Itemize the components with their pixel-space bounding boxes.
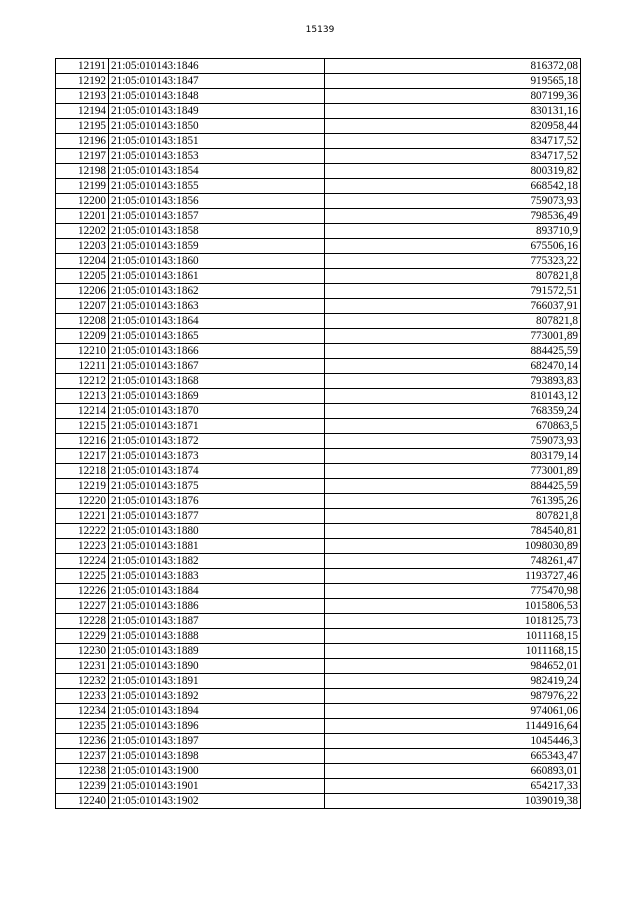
- row-number-cell: 12197: [56, 149, 109, 164]
- value-cell: 1098030,89: [325, 539, 581, 554]
- table-row: [56, 464, 581, 479]
- table-row: [56, 689, 581, 704]
- row-number-cell: 12217: [56, 449, 109, 464]
- table-row: [56, 149, 581, 164]
- value-cell: 984652,01: [325, 659, 581, 674]
- row-number-cell: 12225: [56, 569, 109, 584]
- cadastral-number-cell: 21:05:010143:1851: [109, 134, 325, 149]
- table-row: [56, 434, 581, 449]
- cadastral-number-cell: 21:05:010143:1867: [109, 359, 325, 374]
- cadastral-number-cell: 21:05:010143:1861: [109, 269, 325, 284]
- row-number-cell: 12219: [56, 479, 109, 494]
- value-cell: 775323,22: [325, 254, 581, 269]
- value-cell: 803179,14: [325, 449, 581, 464]
- table-row: [56, 74, 581, 89]
- row-number-cell: 12233: [56, 689, 109, 704]
- row-number-cell: 12194: [56, 104, 109, 119]
- row-number-cell: 12202: [56, 224, 109, 239]
- table-row: [56, 374, 581, 389]
- value-cell: 748261,47: [325, 554, 581, 569]
- row-number-cell: 12222: [56, 524, 109, 539]
- table-row: [56, 734, 581, 749]
- table-row: [56, 89, 581, 104]
- cadastral-number-cell: 21:05:010143:1902: [109, 794, 325, 809]
- table-row: [56, 269, 581, 284]
- table-row: [56, 299, 581, 314]
- cadastral-number-cell: 21:05:010143:1865: [109, 329, 325, 344]
- table-row: [56, 179, 581, 194]
- table-row: [56, 764, 581, 779]
- row-number-cell: 12212: [56, 374, 109, 389]
- value-cell: 834717,52: [325, 134, 581, 149]
- row-number-cell: 12199: [56, 179, 109, 194]
- value-cell: 798536,49: [325, 209, 581, 224]
- cadastral-number-cell: 21:05:010143:1858: [109, 224, 325, 239]
- row-number-cell: 12209: [56, 329, 109, 344]
- cadastral-number-cell: 21:05:010143:1849: [109, 104, 325, 119]
- value-cell: 773001,89: [325, 329, 581, 344]
- table-row: [56, 644, 581, 659]
- cadastral-number-cell: 21:05:010143:1855: [109, 179, 325, 194]
- cadastral-number-cell: 21:05:010143:1888: [109, 629, 325, 644]
- table-row: [56, 239, 581, 254]
- row-number-cell: 12220: [56, 494, 109, 509]
- value-cell: 830131,16: [325, 104, 581, 119]
- table-body: [56, 59, 581, 809]
- page-number: 15139: [305, 25, 335, 35]
- cadastral-number-cell: 21:05:010143:1900: [109, 764, 325, 779]
- cadastral-number-cell: 21:05:010143:1881: [109, 539, 325, 554]
- value-cell: 1039019,38: [325, 794, 581, 809]
- row-number-cell: 12236: [56, 734, 109, 749]
- row-number-cell: 12200: [56, 194, 109, 209]
- cadastral-number-cell: 21:05:010143:1877: [109, 509, 325, 524]
- cadastral-number-cell: 21:05:010143:1875: [109, 479, 325, 494]
- table-row: [56, 314, 581, 329]
- table-row: [56, 719, 581, 734]
- cadastral-number-cell: 21:05:010143:1859: [109, 239, 325, 254]
- table-row: [56, 494, 581, 509]
- value-cell: 816372,08: [325, 59, 581, 74]
- registry-table: [55, 58, 581, 809]
- cadastral-number-cell: 21:05:010143:1898: [109, 749, 325, 764]
- table-row: [56, 554, 581, 569]
- value-cell: 759073,93: [325, 194, 581, 209]
- cadastral-number-cell: 21:05:010143:1853: [109, 149, 325, 164]
- row-number-cell: 12216: [56, 434, 109, 449]
- cadastral-number-cell: 21:05:010143:1860: [109, 254, 325, 269]
- table-row: [56, 614, 581, 629]
- cadastral-number-cell: 21:05:010143:1880: [109, 524, 325, 539]
- row-number-cell: 12235: [56, 719, 109, 734]
- value-cell: 784540,81: [325, 524, 581, 539]
- table-row: [56, 344, 581, 359]
- row-number-cell: 12191: [56, 59, 109, 74]
- value-cell: 1015806,53: [325, 599, 581, 614]
- cadastral-number-cell: 21:05:010143:1890: [109, 659, 325, 674]
- table-row: [56, 419, 581, 434]
- table-row: [56, 509, 581, 524]
- row-number-cell: 12240: [56, 794, 109, 809]
- row-number-cell: 12198: [56, 164, 109, 179]
- row-number-cell: 12195: [56, 119, 109, 134]
- cadastral-number-cell: 21:05:010143:1882: [109, 554, 325, 569]
- value-cell: 800319,82: [325, 164, 581, 179]
- row-number-cell: 12227: [56, 599, 109, 614]
- value-cell: 654217,33: [325, 779, 581, 794]
- value-cell: 884425,59: [325, 479, 581, 494]
- value-cell: 759073,93: [325, 434, 581, 449]
- row-number-cell: 12234: [56, 704, 109, 719]
- row-number-cell: 12224: [56, 554, 109, 569]
- table-row: [56, 674, 581, 689]
- value-cell: 665343,47: [325, 749, 581, 764]
- cadastral-number-cell: 21:05:010143:1856: [109, 194, 325, 209]
- row-number-cell: 12239: [56, 779, 109, 794]
- table-row: [56, 134, 581, 149]
- value-cell: 884425,59: [325, 344, 581, 359]
- value-cell: 1144916,64: [325, 719, 581, 734]
- cadastral-number-cell: 21:05:010143:1876: [109, 494, 325, 509]
- value-cell: 807821,8: [325, 509, 581, 524]
- table-row: [56, 254, 581, 269]
- table-row: [56, 749, 581, 764]
- cadastral-number-cell: 21:05:010143:1862: [109, 284, 325, 299]
- table-row: [56, 524, 581, 539]
- cadastral-number-cell: 21:05:010143:1894: [109, 704, 325, 719]
- cadastral-number-cell: 21:05:010143:1850: [109, 119, 325, 134]
- table-row: [56, 119, 581, 134]
- row-number-cell: 12203: [56, 239, 109, 254]
- row-number-cell: 12208: [56, 314, 109, 329]
- row-number-cell: 12192: [56, 74, 109, 89]
- cadastral-number-cell: 21:05:010143:1846: [109, 59, 325, 74]
- table-row: [56, 194, 581, 209]
- table-row: [56, 794, 581, 809]
- row-number-cell: 12196: [56, 134, 109, 149]
- table-row: [56, 479, 581, 494]
- cadastral-number-cell: 21:05:010143:1864: [109, 314, 325, 329]
- cadastral-number-cell: 21:05:010143:1848: [109, 89, 325, 104]
- cadastral-number-cell: 21:05:010143:1891: [109, 674, 325, 689]
- cadastral-number-cell: 21:05:010143:1857: [109, 209, 325, 224]
- row-number-cell: 12193: [56, 89, 109, 104]
- table-row: [56, 59, 581, 74]
- value-cell: 834717,52: [325, 149, 581, 164]
- value-cell: 675506,16: [325, 239, 581, 254]
- row-number-cell: 12221: [56, 509, 109, 524]
- row-number-cell: 12232: [56, 674, 109, 689]
- row-number-cell: 12218: [56, 464, 109, 479]
- value-cell: 1018125,73: [325, 614, 581, 629]
- value-cell: 1011168,15: [325, 644, 581, 659]
- cadastral-number-cell: 21:05:010143:1887: [109, 614, 325, 629]
- value-cell: 807821,8: [325, 314, 581, 329]
- cadastral-number-cell: 21:05:010143:1868: [109, 374, 325, 389]
- table-row: [56, 104, 581, 119]
- value-cell: 768359,24: [325, 404, 581, 419]
- value-cell: 1011168,15: [325, 629, 581, 644]
- table-row: [56, 599, 581, 614]
- cadastral-number-cell: 21:05:010143:1883: [109, 569, 325, 584]
- value-cell: 919565,18: [325, 74, 581, 89]
- value-cell: 893710,9: [325, 224, 581, 239]
- cadastral-number-cell: 21:05:010143:1884: [109, 584, 325, 599]
- row-number-cell: 12206: [56, 284, 109, 299]
- value-cell: 773001,89: [325, 464, 581, 479]
- value-cell: 775470,98: [325, 584, 581, 599]
- row-number-cell: 12211: [56, 359, 109, 374]
- row-number-cell: 12201: [56, 209, 109, 224]
- cadastral-number-cell: 21:05:010143:1892: [109, 689, 325, 704]
- row-number-cell: 12238: [56, 764, 109, 779]
- cadastral-number-cell: 21:05:010143:1854: [109, 164, 325, 179]
- cadastral-number-cell: 21:05:010143:1896: [109, 719, 325, 734]
- cadastral-number-cell: 21:05:010143:1897: [109, 734, 325, 749]
- cadastral-number-cell: 21:05:010143:1872: [109, 434, 325, 449]
- value-cell: 670863,5: [325, 419, 581, 434]
- row-number-cell: 12228: [56, 614, 109, 629]
- table-row: [56, 629, 581, 644]
- cadastral-number-cell: 21:05:010143:1873: [109, 449, 325, 464]
- row-number-cell: 12226: [56, 584, 109, 599]
- table-row: [56, 779, 581, 794]
- table-row: [56, 404, 581, 419]
- value-cell: 974061,06: [325, 704, 581, 719]
- row-number-cell: 12229: [56, 629, 109, 644]
- table-row: [56, 224, 581, 239]
- row-number-cell: 12213: [56, 389, 109, 404]
- row-number-cell: 12237: [56, 749, 109, 764]
- value-cell: 766037,91: [325, 299, 581, 314]
- cadastral-number-cell: 21:05:010143:1863: [109, 299, 325, 314]
- cadastral-number-cell: 21:05:010143:1866: [109, 344, 325, 359]
- table-row: [56, 284, 581, 299]
- value-cell: 807199,36: [325, 89, 581, 104]
- cadastral-number-cell: 21:05:010143:1886: [109, 599, 325, 614]
- value-cell: 660893,01: [325, 764, 581, 779]
- value-cell: 791572,51: [325, 284, 581, 299]
- value-cell: 982419,24: [325, 674, 581, 689]
- table-row: [56, 359, 581, 374]
- cadastral-number-cell: 21:05:010143:1874: [109, 464, 325, 479]
- cadastral-number-cell: 21:05:010143:1871: [109, 419, 325, 434]
- value-cell: 807821,8: [325, 269, 581, 284]
- row-number-cell: 12210: [56, 344, 109, 359]
- value-cell: 682470,14: [325, 359, 581, 374]
- value-cell: 793893,83: [325, 374, 581, 389]
- value-cell: 668542,18: [325, 179, 581, 194]
- cadastral-number-cell: 21:05:010143:1870: [109, 404, 325, 419]
- row-number-cell: 12204: [56, 254, 109, 269]
- value-cell: 761395,26: [325, 494, 581, 509]
- table-row: [56, 329, 581, 344]
- table-row: [56, 569, 581, 584]
- cadastral-number-cell: 21:05:010143:1889: [109, 644, 325, 659]
- cadastral-number-cell: 21:05:010143:1869: [109, 389, 325, 404]
- value-cell: 987976,22: [325, 689, 581, 704]
- cadastral-number-cell: 21:05:010143:1901: [109, 779, 325, 794]
- value-cell: 1045446,3: [325, 734, 581, 749]
- table-row: [56, 659, 581, 674]
- cadastral-number-cell: 21:05:010143:1847: [109, 74, 325, 89]
- table-row: [56, 584, 581, 599]
- row-number-cell: 12205: [56, 269, 109, 284]
- value-cell: 820958,44: [325, 119, 581, 134]
- table-row: [56, 449, 581, 464]
- row-number-cell: 12230: [56, 644, 109, 659]
- table-row: [56, 389, 581, 404]
- row-number-cell: 12231: [56, 659, 109, 674]
- value-cell: 810143,12: [325, 389, 581, 404]
- table-row: [56, 209, 581, 224]
- table-row: [56, 164, 581, 179]
- row-number-cell: 12223: [56, 539, 109, 554]
- row-number-cell: 12207: [56, 299, 109, 314]
- table-row: [56, 539, 581, 554]
- value-cell: 1193727,46: [325, 569, 581, 584]
- table-row: [56, 704, 581, 719]
- row-number-cell: 12214: [56, 404, 109, 419]
- row-number-cell: 12215: [56, 419, 109, 434]
